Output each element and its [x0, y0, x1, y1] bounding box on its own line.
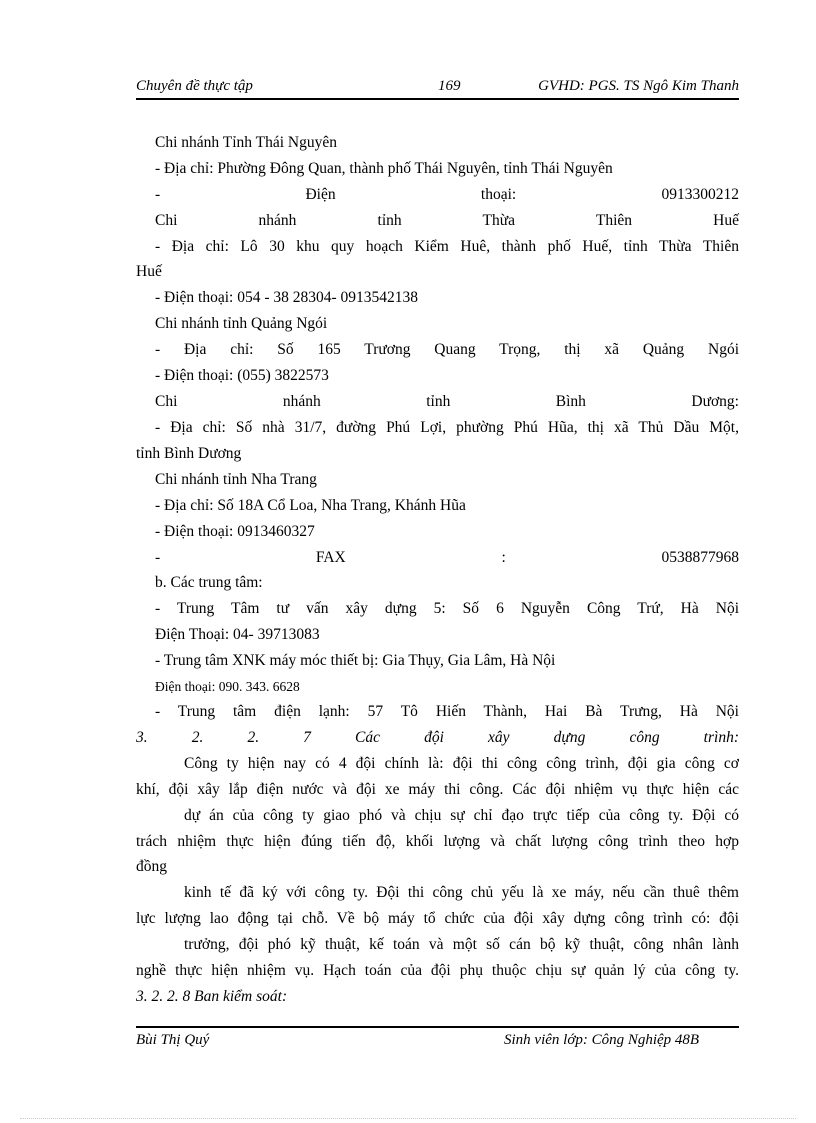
page-footer — [136, 1026, 739, 1050]
text-line: Chi nhánh tỉnh Bình Dương: — [155, 393, 739, 410]
page-header — [136, 76, 739, 100]
text-line: Chi nhánh Tỉnh Thái Nguyên — [155, 134, 337, 151]
header-advisor: GVHD: PGS. TS Ngô Kim Thanh — [538, 78, 739, 94]
text-line: trách nhiệm thực hiện đúng tiến độ, khối lượng và chất lượng công trình theo hợp — [136, 833, 739, 850]
section-heading: 3. 2. 2. 8 Ban kiểm soát: — [136, 988, 288, 1005]
text-line: - Điện thoại: 0913460327 — [155, 523, 315, 540]
header-title: Chuyên đề thực tập — [136, 78, 253, 94]
text-line: lực lượng lao động tại chỗ. Về bộ máy tổ chức của đội xây dựng công trình có: đội — [136, 910, 739, 927]
text-line: Điện Thoại: 04- 39713083 — [155, 626, 320, 643]
text-line: - FAX : 0538877968 — [155, 549, 739, 566]
text-line: nghề thực hiện nhiệm vụ. Hạch toán của đội phụ thuộc chịu sự quản lý của công ty. — [136, 962, 739, 979]
footer-author: Bùi Thị Quý — [136, 1032, 210, 1048]
text-line: kinh tế đã ký với công ty. Đội thi công chủ yếu là xe máy, nếu cần thuê thêm — [184, 884, 739, 901]
text-line: Chi nhánh tỉnh Quảng Ngói — [155, 315, 328, 332]
footer-class: Sinh viên lớp: Công Nghiệp 48B — [504, 1032, 700, 1048]
text-line: Chi nhánh tỉnh Nha Trang — [155, 471, 317, 488]
text-line: - Điện thoại: (055) 3822573 — [155, 367, 329, 384]
text-line: tỉnh Bình Dương — [136, 445, 242, 462]
text-line: - Trung tâm điện lạnh: 57 Tô Hiến Thành, Hai Bà Trưng, Hà Nội — [155, 703, 739, 720]
text-line: Công ty hiện nay có 4 đội chính là: đội thi công công trình, đội gia công cơ — [184, 755, 739, 772]
text-line: - Địa chỉ: Lô 30 khu quy hoạch Kiểm Huê, thành phố Huế, tỉnh Thừa Thiên — [155, 238, 739, 255]
text-line: - Địa chỉ: Số nhà 31/7, đường Phú Lợi, phường Phú Hũa, thị xã Thủ Dầu Một, — [155, 419, 739, 436]
text-line: b. Các trung tâm: — [155, 574, 263, 591]
text-line: trưởng, đội phó kỹ thuật, kế toán và một số cán bộ kỹ thuật, công nhân lành — [184, 936, 739, 953]
header-page-number: 169 — [438, 78, 461, 94]
text-line: - Địa chỉ: Số 18A Cổ Loa, Nha Trang, Khánh Hũa — [155, 497, 466, 514]
text-line: - Địa chỉ: Số 165 Trương Quang Trọng, thị xã Quảng Ngói — [155, 341, 739, 358]
text-line: - Điện thoại: 054 - 38 28304- 0913542138 — [155, 289, 419, 306]
text-line: - Điện thoại: 0913300212 — [155, 186, 739, 203]
text-line: khí, đội xây lắp điện nước và đội xe máy thi công. Các đội nhiệm vụ thực hiện các — [136, 781, 739, 798]
text-line: - Trung Tâm tư vấn xây dựng 5: Số 6 Nguyễn Công Trứ, Hà Nội — [155, 600, 739, 617]
text-line: Huế — [136, 263, 162, 280]
text-line: đồng — [136, 858, 167, 875]
text-line: - Trung tâm XNK máy móc thiết bị: Gia Thụy, Gia Lâm, Hà Nội — [155, 652, 556, 669]
text-line: dự án của công ty giao phó và chịu sự chỉ đạo trực tiếp của công ty. Đội có — [184, 807, 739, 824]
text-line: - Địa chỉ: Phường Đông Quan, thành phố Thái Nguyên, tỉnh Thái Nguyên — [155, 160, 613, 177]
text-line: Chi nhánh tỉnh Thừa Thiên Huế — [155, 212, 739, 229]
section-heading: 3. 2. 2. 7 Các đội xây dựng công trình: — [136, 729, 739, 746]
text-line: Điện thoại: 090. 343. 6628 — [155, 679, 300, 694]
page-edge-divider — [20, 1118, 796, 1119]
